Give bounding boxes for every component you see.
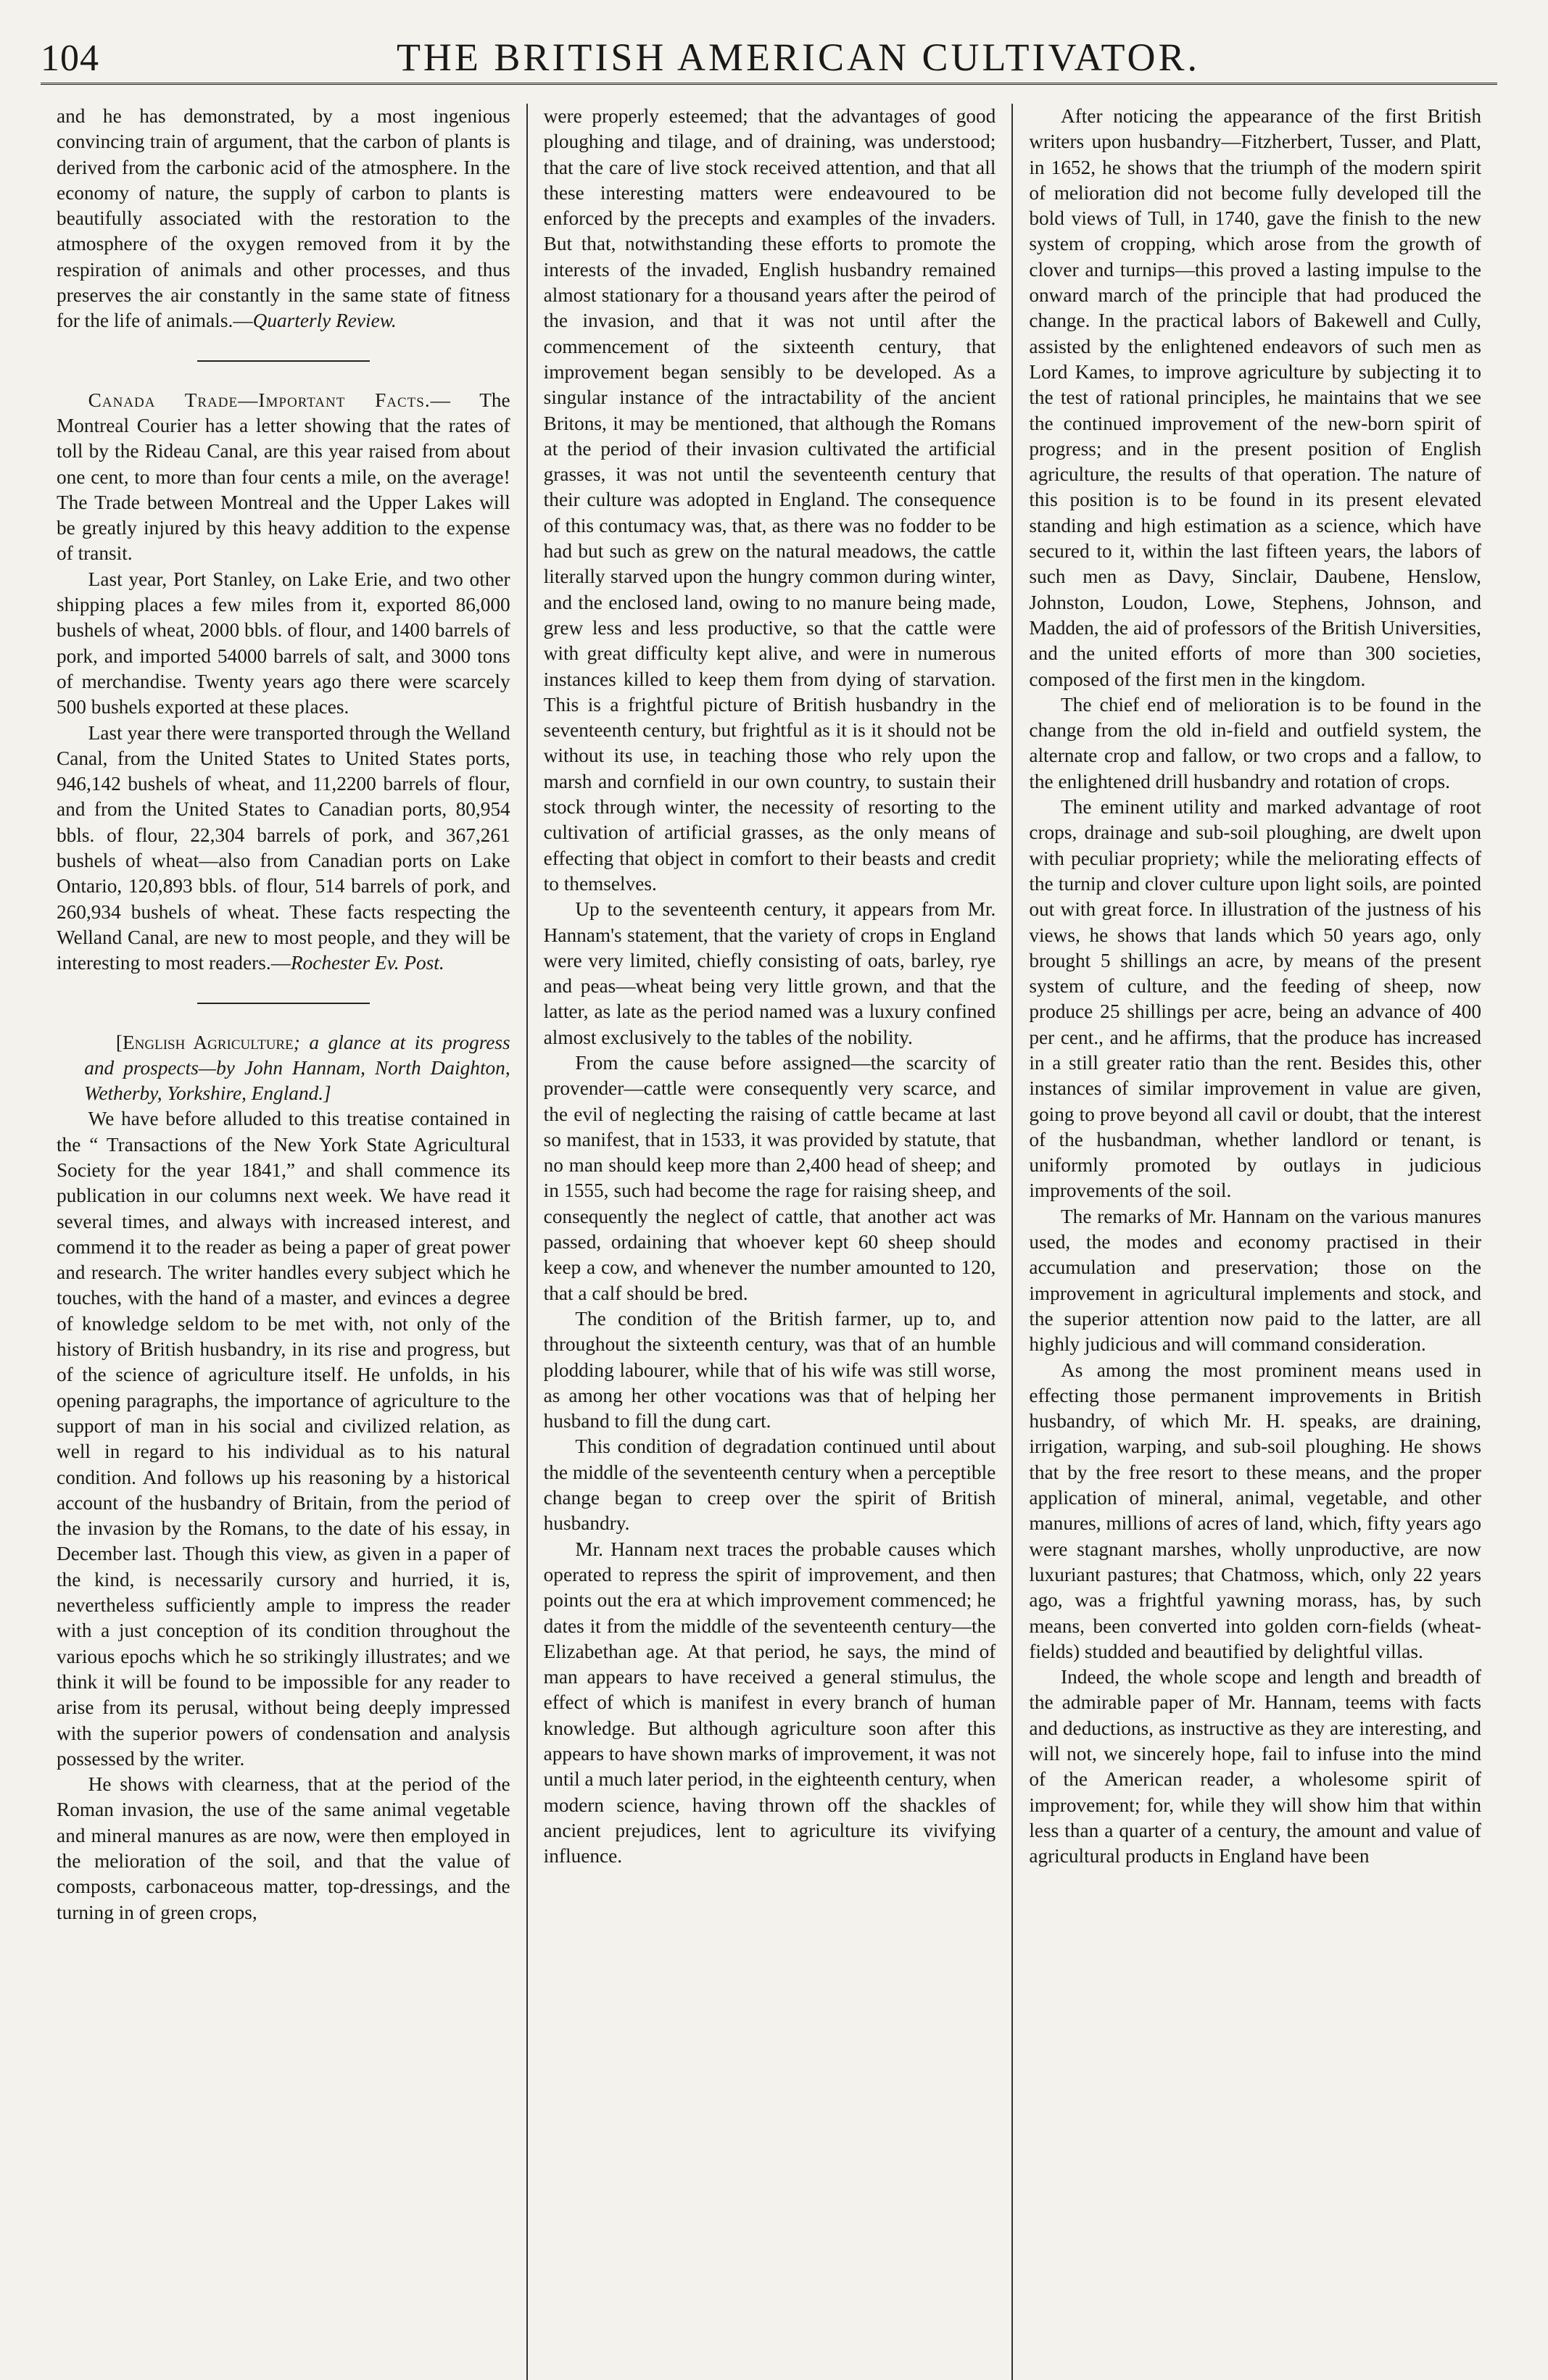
paragraph: Mr. Hannam next traces the probable causes which operated to repress the spirit of improvement, and then points out the era at which improvement commenced; he dates it from the middle of the seventeenth century—the Elizabethan age. At that period, he says, the mind of man appears to have received a general stimulus, the effect of which is manifest in every branch of human knowledge. But although agriculture soon after this appears to have shown marks of improvement, it was not until a much later period, in the eighteenth century, when modern science, having thrown off the shackles of ancient prejudices, lent to agriculture its vivifying influence.	[543, 1538, 996, 1867]
article-text: The Montreal Courier has a letter showing that the rates of toll by the Rideau Canal, are this year raised from about one cent, to more than four cents a mile, on the average! The Trade between Montreal and the Upper Lakes will be greatly injured by this heavy addition to the expense of transit.	[57, 389, 510, 565]
running-title: THE BRITISH AMERICAN CULTIVATOR.	[396, 36, 1201, 79]
paragraph: Indeed, the whole scope and length and breadth of the admirable paper of Mr. Hannam, teems with facts and deductions, as instructive as they are interesting, and will not, we sincerely hope, fail to infuse into the mind of the American reader, a wholesome spirit of improvement; for, while they will show him that within less than a quarter of a century, the amount and value of agricultural products in England have been	[1029, 1666, 1481, 1867]
paragraph: We have before alluded to this treatise contained in the “ Transactions of the New York State Agricultural Society for the year 1841,” and shall commence its publication in our columns next week. We have read it several times, and always with increased interest, and commend it to the reader as being a paper of great power and research. The writer handles every subject which he touches, with the hand of a master, and evinces a degree of knowledge seldom to be met with, not only of the history of British husbandry, in its rise and progress, but of the science of agriculture itself. He unfolds, in his opening paragraphs, the importance of agriculture to the support of man in his social and civilized relation, as well in regard to his individual as to his natural condition. And follows up his reasoning by a historical account of the husbandry of Britain, from the period of the invasion by the Romans, to the date of his essay, in December last. Though this view, as given in a paper of the kind, is necessarily cursory and hurried, it is, nevertheless sufficiently ample to impress the reader with a just conception of its condition throughout the various epochs which he so strikingly illustrates; and we think it will be found to be impossible for any reader to arise from its perusal, without being deeply impressed with the superior powers of condensation and analysis possessed by the writer.	[57, 1108, 510, 1770]
paragraph: As among the most prominent means used in effecting those permanent improvements in British husbandry, of which Mr. H. speaks, are draining, irrigation, warping, and sub-soil ploughing. He shows that by the free resort to these means, and the proper application of mineral, animal, vegetable, and other manures, millions of acres of land, which, fifty years ago were stagnant marshes, wholly unproductive, are now luxuriant pastures; that Chatmoss, which, only 22 years ago, was a frightful yawning morass, has, by such means, been converted into golden corn-fields (wheat-fields) studded and beautified by delightful villas.	[1029, 1359, 1481, 1662]
column-1	[41, 104, 526, 2380]
column-3	[1011, 104, 1497, 2380]
paragraph: After noticing the appearance of the first British writers upon husbandry—Fitzherbert, Tusser, and Platt, in 1652, he shows that the triumph of the modern spirit of melioration did not become fully developed till the bold views of Tull, in 1740, gave the finish to the new system of cropping, which arose from the growth of clover and turnips—this proved a lasting impulse to the onward march of the principle that had produced the change. In the practical labors of Bakewell and Cully, assisted by the enlightened endeavors of such men as Lord Kames, to improve agriculture by subjecting it to the test of rational principles, he maintains that we see the continued improvement of the new-born spirit of progress; and in the present position of English agriculture, the results of that operation. The nature of this position is to be found in its present elevated standing and high estimation as a science, which have secured to it, within the last fifteen years, the labors of such men as Davy, Sinclair, Daubene, Henslow, Johnston, Loudon, Lowe, Stephens, Johnson, and Madden, the aid of professors of the British Universities, and the united efforts of more than 300 societies, composed of the first men in the kingdom.	[1029, 105, 1481, 690]
review-subtitle: ; a glance at its progress and prospects—by John Hannam, North Daighton, Wetherby, Yorkshire, England.]	[84, 1031, 510, 1105]
paragraph: The condition of the British farmer, up to, and throughout the sixteenth century, was that of an humble plodding labourer, while that of his wife was still worse, as among her other vocations was that of helping her husband to fill the dung cart.	[543, 1307, 996, 1432]
paragraph: and he has demonstrated, by a most ingenious convincing train of argument, that the carbon of plants is derived from the carbonic acid of the atmosphere. In the economy of nature, the supply of carbon to plants is beautifully associated with the restoration to the atmosphere of the oxygen removed from it by the respiration of animals and other processes, and thus preserves the air constantly in the same state of fitness for the life of animals.—Quarterly Review.	[57, 105, 510, 332]
paragraph: Up to the seventeenth century, it appears from Mr. Hannam's statement, that the variety of crops in England were very limited, chiefly consisting of oats, barley, rye and peas—wheat being very little grown, and that the latter, as late as the period named was a luxury confined almost exclusively to the tables of the nobility.	[543, 898, 996, 1048]
paragraph: Last year, Port Stanley, on Lake Erie, and two other shipping places a few miles from it, exported 86,000 bushels of wheat, 2000 bbls. of flour, and 1400 barrels of pork, and imported 54000 barrels of salt, and 3000 tons of merchandise. Twenty years ago there were scarcely 500 bushels exported at these places.	[57, 568, 510, 718]
section-divider	[197, 1003, 370, 1004]
article-heading: Canada Trade—Important Facts.—	[88, 389, 451, 411]
column-2	[526, 104, 1012, 2380]
paragraph: The chief end of melioration is to be found in the change from the old in-field and outfield system, the alternate crop and fallow, or two crops and a fallow, to the enlightened drill husbandry and rotation of crops.	[1029, 693, 1481, 792]
source-citation: Rochester Ev. Post.	[290, 952, 444, 974]
page-number: 104	[41, 38, 99, 79]
page-header	[41, 29, 1497, 85]
paragraph: were properly esteemed; that the advantages of good ploughing and tilage, and of draining, was understood; that the care of live stock received attention, and that all these interesting matters were endeavoured to be enforced by the precepts and examples of the invaders. But that, notwithstanding these efforts to promote the interests of the invaded, English husbandry remained almost stationary for a thousand years after the peirod of the invasion, and that it was not until after the commencement of the sixteenth century, that improvement began sensibly to be developed. As a singular instance of the intractability of the ancient Britons, it may be mentioned, that although the Romans at the period of their invasion cultivated the artificial grasses, it was not until the seventeenth century that their culture was adopted in England. The consequence of this contumacy was, that, as there was no fodder to be had but such as grew on the natural meadows, the cattle literally starved upon the hungry common during winter, and the enclosed land, owing to no manure being made, grew less and less productive, so that the cattle were with great difficulty kept alive, and were in numerous instances killed to keep them from dying of starvation. This is a frightful picture of British husbandry in the seventeenth century, but frightful as it is it should not be without its use, in teaching those who rely upon the marsh and cornfield in our own country, to sustain their stock through winter, the necessity of resorting to the cultivation of artificial grasses, as the only means of effecting that object in comfort to their beasts and credit to themselves.	[543, 105, 996, 895]
source-citation: Quarterly Review.	[252, 310, 397, 332]
review-title: [English Agriculture	[115, 1031, 294, 1053]
review-heading	[57, 1030, 510, 1107]
text-columns	[41, 104, 1497, 2380]
paragraph: He shows with clearness, that at the period of the Roman invasion, the use of the same animal vegetable and mineral manures as are now, were then employed in the melioration of the soil, and that the value of composts, carbonaceous matter, top-dressings, and the turning in of green crops,	[57, 1773, 510, 1923]
paragraph: Last year there were transported through the Welland Canal, from the United States to United States ports, 946,142 bushels of wheat, and 11,2200 barrels of flour, and from the United States to Canadian ports, 80,954 bbls. of flour, 22,304 barrels of pork, and 367,261 bushels of wheat—also from Canadian ports on Lake Ontario, 120,893 bbls. of flour, 514 barrels of pork, and 260,934 bushels of wheat. These facts respecting the Welland Canal, are new to most people, and they will be interesting to most readers.—Rochester Ev. Post.	[57, 721, 510, 974]
paragraph: From the cause before assigned—the scarcity of provender—cattle were consequently very scarce, and the evil of neglecting the raising of cattle became at last so manifest, that in 1533, it was provided by statute, that no man should keep more than 2,400 head of sheep; and in 1555, such had become the rage for raising sheep, and consequently the neglect of cattle, that another act was passed, ordaining that whoever kept 60 sheep should keep a cow, and whenever the number amounted to 120, that a calf should be bred.	[543, 1051, 996, 1304]
paragraph: This condition of degradation continued until about the middle of the seventeenth century when a perceptible change began to creep over the spirit of British husbandry.	[543, 1435, 996, 1535]
section-divider	[197, 360, 370, 362]
paragraph: The eminent utility and marked advantage of root crops, drainage and sub-soil ploughing, are dwelt upon with peculiar propriety; while the meliorating effects of the turnip and clover culture upon light soils, are pointed out with great force. In illustration of the justness of his views, he shows that lands which 50 years ago, only brought 5 shillings an acre, by means of the present system of culture, and the feeding of sheep, now produce 25 shillings per acre, being an advance of 400 per cent., and he affirms, that the produce has increased in a still greater ratio than the rent. Besides this, other instances of similar improvement in value are given, going to prove beyond all cavil or doubt, that the interest of the husbandman, whether landlord or tenant, is uniformly promoted by outlays in judicious improvements of the soil.	[1029, 796, 1481, 1202]
paragraph: The remarks of Mr. Hannam on the various manures used, the modes and economy practised in their accumulation and preservation; those on the improvement in agricultural implements and stock, and the superior attention now paid to the latter, are all highly judicious and will command consideration.	[1029, 1205, 1481, 1356]
news-item	[57, 388, 510, 567]
